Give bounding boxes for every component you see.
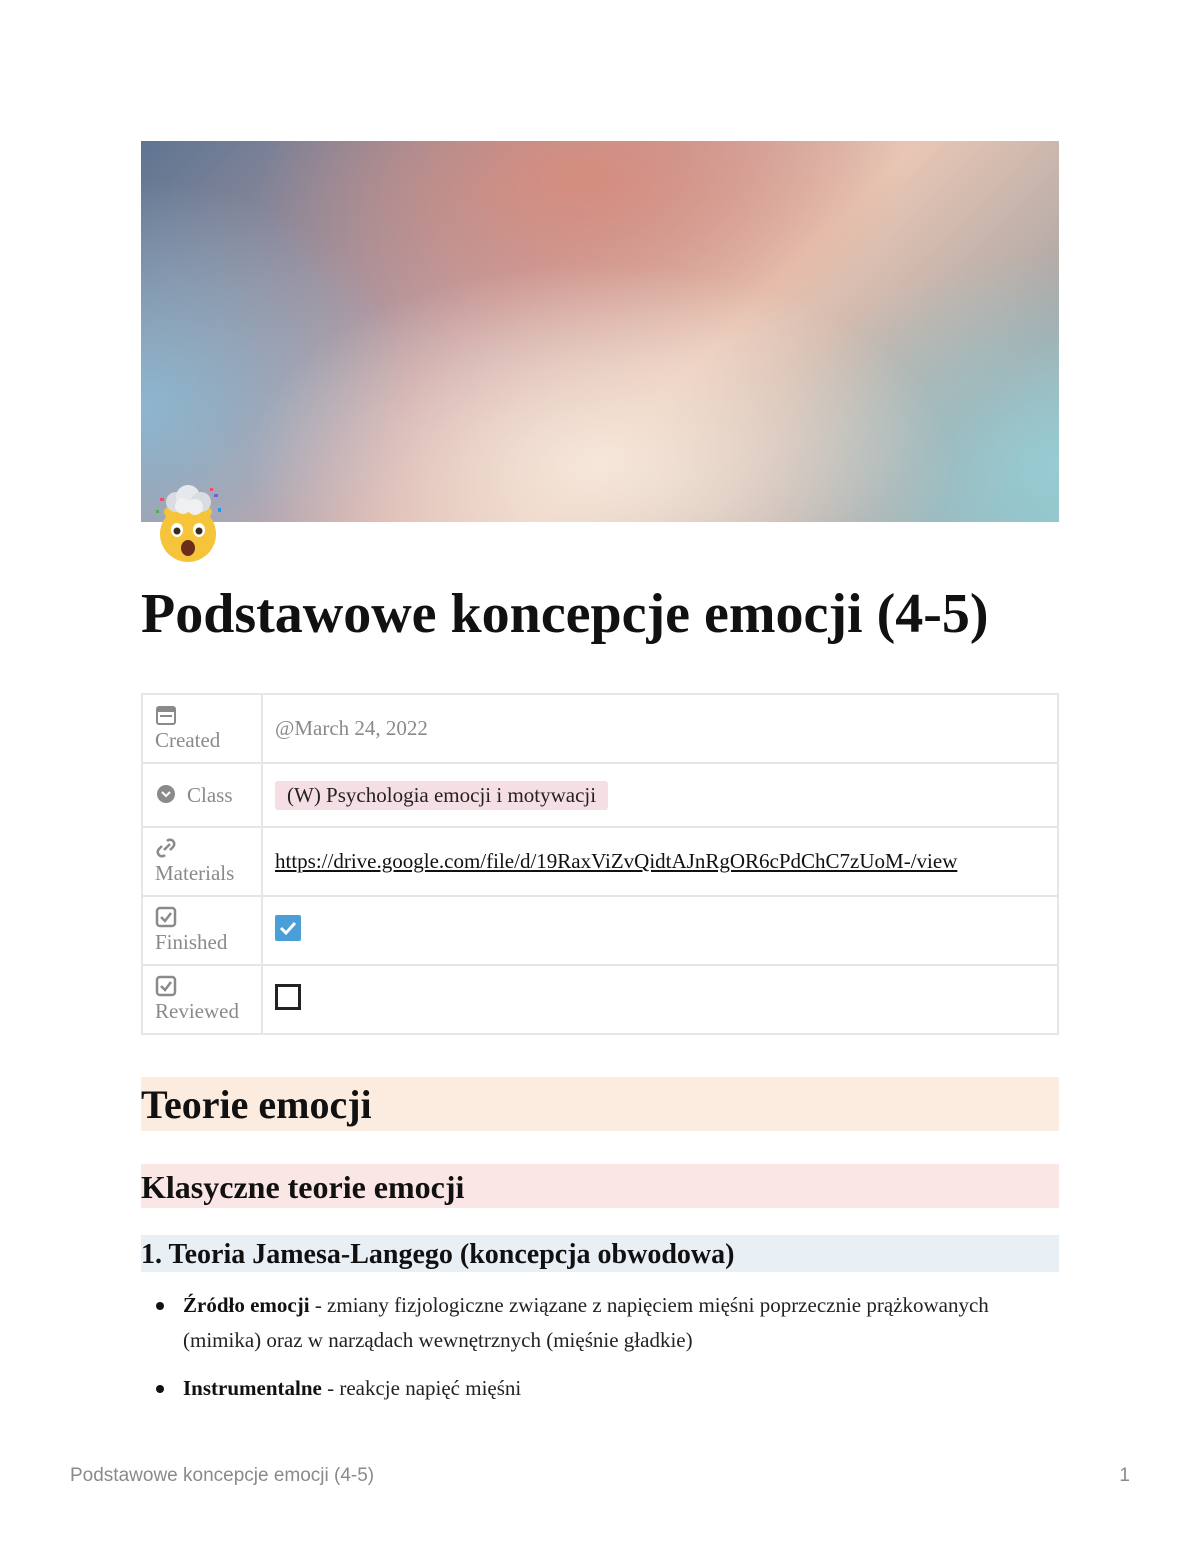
cover-image — [141, 141, 1059, 522]
property-value-materials — [262, 827, 1058, 896]
select-icon — [155, 783, 177, 805]
checkbox-property-icon — [155, 906, 177, 928]
property-value-created[interactable] — [262, 694, 1058, 763]
created-date: @March 24, 2022 — [275, 716, 428, 740]
property-row-created — [142, 694, 1058, 763]
bullet-dot-icon — [156, 1385, 164, 1393]
bullet-list — [141, 1288, 1041, 1419]
property-row-finished — [142, 896, 1058, 965]
materials-link[interactable]: https://drive.google.com/file/d/19RaxViZvQidtAJnRgOR6cPdChC7zUoM-/view — [275, 849, 958, 873]
link-icon — [155, 837, 177, 859]
property-label-created: Created — [155, 727, 221, 752]
footer-doc-title: Podstawowe koncepcje emocji (4-5) — [70, 1465, 375, 1486]
page-title: Podstawowe koncepcje emocji (4-5) — [141, 583, 989, 645]
property-value-class[interactable] — [262, 763, 1058, 827]
heading-teorie-emocji: Teorie emocji — [141, 1077, 1059, 1131]
property-label-class: Class — [187, 783, 233, 807]
property-row-class — [142, 763, 1058, 827]
heading-klasyczne-teorie: Klasyczne teorie emocji — [141, 1164, 1059, 1208]
property-label-reviewed: Reviewed — [155, 998, 239, 1023]
calendar-icon — [155, 704, 177, 726]
property-label-finished: Finished — [155, 929, 228, 954]
exploding-head-emoji-icon — [148, 484, 230, 564]
list-item — [141, 1371, 1041, 1406]
property-value-finished — [262, 896, 1058, 965]
property-value-reviewed — [262, 965, 1058, 1034]
checkbox-property-icon — [155, 975, 177, 997]
bullet-term: Instrumentalne — [183, 1376, 322, 1400]
bullet-dot-icon — [156, 1302, 164, 1310]
bullet-text: - zmiany fizjologiczne związane z napięciem mięśni poprzecznie prążkowanych (mimika) oraz w narządach wewnętrznych (mięśnie gładkie) — [183, 1293, 989, 1352]
property-key-materials — [142, 827, 262, 896]
property-key-finished — [142, 896, 262, 965]
property-key-reviewed — [142, 965, 262, 1034]
property-row-reviewed — [142, 965, 1058, 1034]
property-key-class — [142, 763, 262, 827]
unchecked-checkbox-icon[interactable] — [275, 984, 301, 1010]
list-item — [141, 1288, 1041, 1358]
property-row-materials — [142, 827, 1058, 896]
bullet-term: Źródło emocji — [183, 1293, 310, 1317]
property-key-created — [142, 694, 262, 763]
property-label-materials: Materials — [155, 860, 235, 885]
checked-checkbox-icon[interactable] — [275, 915, 301, 941]
footer-page-number: 1 — [1119, 1465, 1130, 1486]
properties-table — [141, 693, 1059, 1035]
class-tag[interactable]: (W) Psychologia emocji i motywacji — [275, 781, 608, 810]
bullet-text: - reakcje napięć mięśni — [321, 1376, 522, 1400]
heading-teoria-jamesa-langego: 1. Teoria Jamesa-Langego (koncepcja obwodowa) — [141, 1235, 1059, 1272]
